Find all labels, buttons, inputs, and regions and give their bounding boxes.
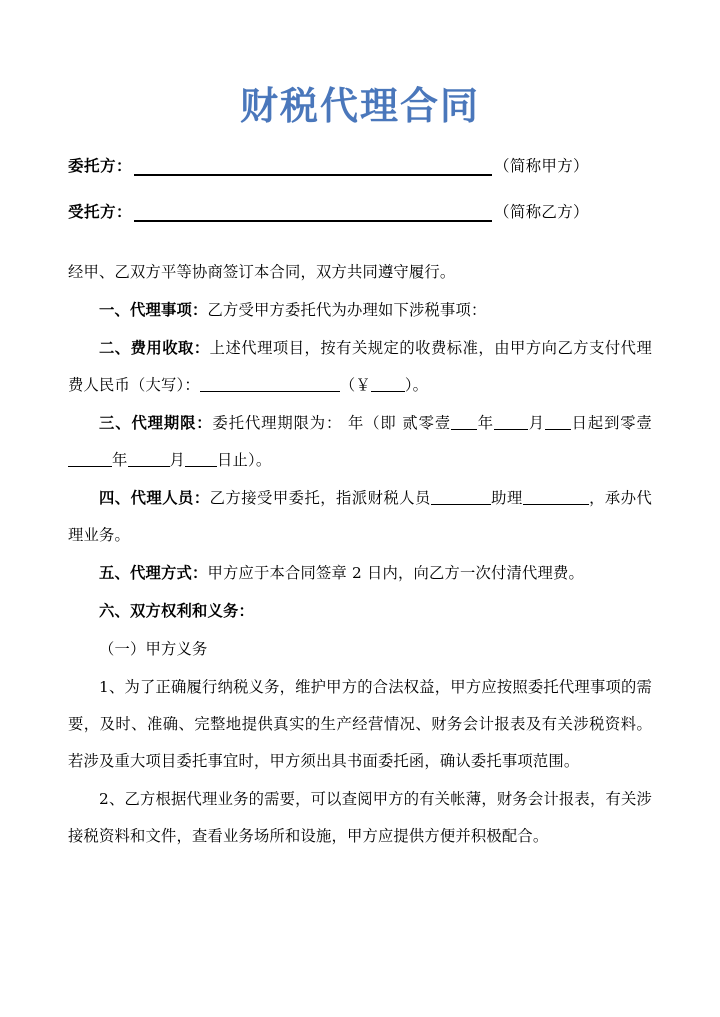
clause-3-text-a: 委托代理期限为： 年（即 贰零壹 xyxy=(212,414,452,432)
clause-6 xyxy=(68,593,652,630)
clause-3-text-b: 零壹 xyxy=(620,414,653,432)
end-month-blank[interactable] xyxy=(128,452,170,467)
clause-2 xyxy=(68,330,652,404)
clause-1-heading: 代理事项 xyxy=(130,301,192,319)
clause-2-number: 二、 xyxy=(99,339,131,357)
clause-6-number: 六、 xyxy=(99,602,130,620)
entrusted-party-label: 受托方： xyxy=(68,202,133,221)
clause-3-month-2: 月 xyxy=(169,451,185,469)
clause-6-subheading-text: （一）甲方义务 xyxy=(99,640,208,658)
fee-amount-figures-blank[interactable] xyxy=(371,377,405,392)
clause-4-text-c: ，承办代理业务。 xyxy=(68,489,653,544)
clause-2-text-a: 上述代理项目，按有关规定的收费标准，由甲方向乙方支付代理费人民币（大写）： xyxy=(68,339,652,394)
clause-1-number: 一、 xyxy=(99,301,130,319)
parties-section xyxy=(68,154,652,224)
clause-4-text-a: 乙方接受甲委托，指派财税人员 xyxy=(209,489,431,507)
clause-6-subheading xyxy=(68,631,652,668)
clause-2-text-b: （￥ xyxy=(339,376,371,394)
tax-staff-name-blank[interactable] xyxy=(431,490,491,505)
entrusted-party-row xyxy=(68,200,652,224)
end-year-blank[interactable] xyxy=(68,452,112,467)
entrusting-party-name-blank[interactable] xyxy=(134,158,492,176)
entrusted-party-name-blank[interactable] xyxy=(134,204,492,222)
start-month-blank[interactable] xyxy=(494,415,528,430)
entrusted-party-note: （简称乙方） xyxy=(494,203,589,221)
start-year-blank[interactable] xyxy=(451,415,477,430)
entrusting-party-label: 委托方： xyxy=(68,156,133,175)
preamble-text: 经甲、乙双方平等协商签订本合同，双方共同遵守履行。 xyxy=(68,263,456,281)
page-title: 财税代理合同 xyxy=(239,83,480,128)
clause-3-heading: 代理期限 xyxy=(131,414,197,432)
clause-2-colon: ： xyxy=(193,339,210,357)
assistant-name-blank[interactable] xyxy=(523,490,589,505)
clause-3-month-1: 月 xyxy=(528,414,545,432)
entrusting-party-row xyxy=(68,154,652,178)
clause-4-colon: ： xyxy=(193,489,210,507)
clause-3-year-1: 年 xyxy=(477,414,494,432)
clause-6-item-2 xyxy=(68,781,652,855)
entrusting-party-note: （简称甲方） xyxy=(494,157,589,175)
end-day-blank[interactable] xyxy=(185,452,217,467)
clause-1-text: 乙方受甲方委托代为办理如下涉税事项： xyxy=(207,301,487,319)
start-day-blank[interactable] xyxy=(545,415,571,430)
clause-4-text-b: 助理 xyxy=(490,489,523,507)
clause-5-colon: ： xyxy=(192,564,208,582)
clause-3-colon: ： xyxy=(196,414,213,432)
clause-6-item-2-text: 2、乙方根据代理业务的需要，可以查阅甲方的有关帐薄，财务会计报表，有关涉接税资料和文件，查看业务场所和设施，甲方应提供方便并积极配合。 xyxy=(68,790,652,845)
clause-3 xyxy=(68,405,652,479)
preamble-paragraph xyxy=(68,254,652,291)
clause-3-day-2: 日止）。 xyxy=(217,451,272,469)
fee-amount-words-blank[interactable] xyxy=(200,377,340,392)
clause-1-colon: ： xyxy=(192,301,208,319)
clause-3-year-2: 年 xyxy=(112,451,128,469)
clause-6-item-1 xyxy=(68,669,652,780)
clause-5-heading: 代理方式 xyxy=(130,564,192,582)
clause-5-text: 甲方应于本合同签章 2 日内，向乙方一次付清代理费。 xyxy=(207,564,584,582)
clause-6-heading: 双方权利和义务： xyxy=(130,602,254,620)
clause-3-number: 三、 xyxy=(99,414,132,432)
clause-5 xyxy=(68,555,652,592)
contract-body xyxy=(68,254,652,855)
clause-2-heading: 费用收取 xyxy=(130,339,194,357)
clause-4-number: 四、 xyxy=(99,489,131,507)
clause-4 xyxy=(68,480,652,554)
clause-3-day-1: 日起到 xyxy=(570,414,621,432)
clause-1 xyxy=(68,292,652,329)
clause-6-item-1-text: 1、为了正确履行纳税义务，维护甲方的合法权益，甲方应按照委托代理事项的需要，及时、准确、完整地提供真实的生产经营情况、财务会计报表及有关涉税资料。若涉及重大项目委托事宜时，甲方须出具书面委托函，确认委托事项范围。 xyxy=(68,678,652,770)
clause-2-text-c: ）。 xyxy=(404,376,429,394)
clause-5-number: 五、 xyxy=(99,564,130,582)
clause-4-heading: 代理人员 xyxy=(130,489,194,507)
